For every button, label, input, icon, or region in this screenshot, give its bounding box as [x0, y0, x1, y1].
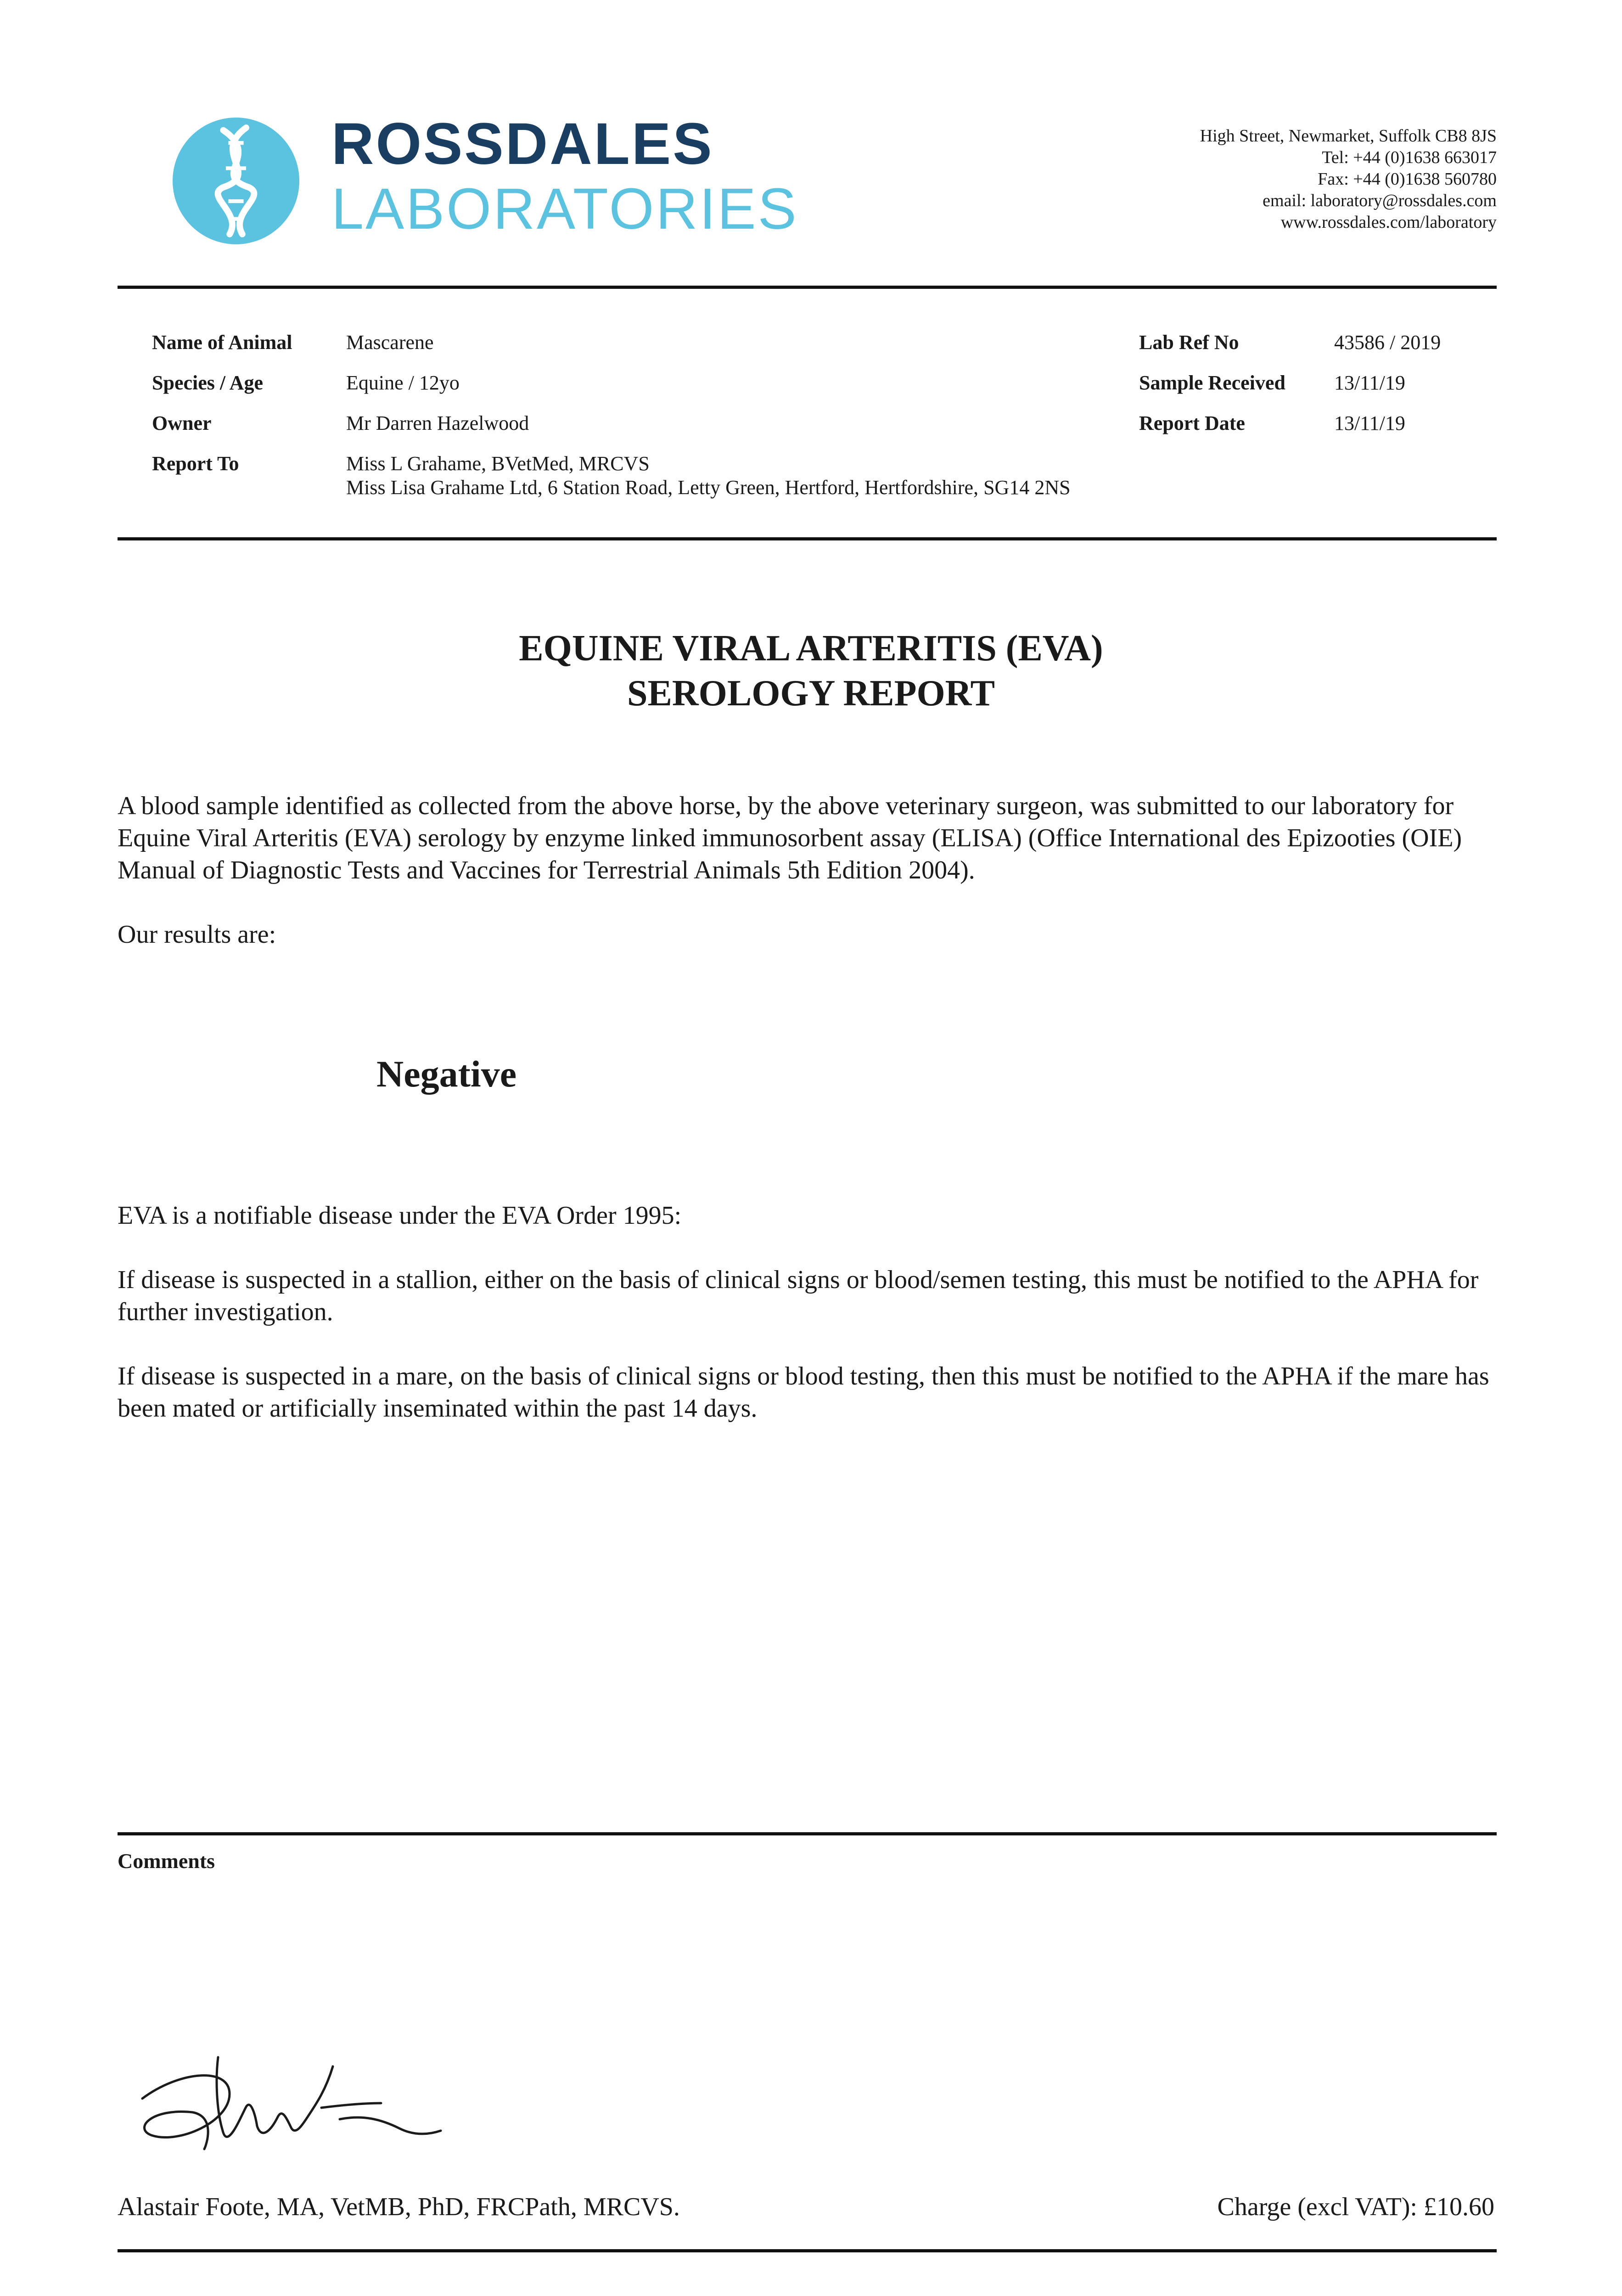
address-website: www.rossdales.com/laboratory	[1280, 213, 1497, 232]
mare-paragraph: If disease is suspected in a mare, on the basis of clinical signs or blood testing, then this must be notified to the APHA if the mare has been mated or artificially inseminated within the past 14 days.	[118, 1362, 1489, 1423]
comments-divider	[118, 1832, 1497, 1835]
brand-subtitle: LABORATORIES	[331, 176, 798, 241]
intro-paragraph: A blood sample identified as collected from the above horse, by the above veterinary surgeon, was submitted to our laboratory for Equine Viral Arteritis (EVA) serology by enzyme linked immunosorbent assay (ELISA) (Office International des Epizooties (OIE) Manual of Diagnostic Tests and Vaccines for Terrestrial Animals 5th Edition 2004).	[118, 792, 1462, 884]
address-tel: Tel: +44 (0)1638 663017	[1322, 148, 1497, 167]
owner-value: Mr Darren Hazelwood	[346, 412, 529, 434]
details-divider	[118, 537, 1497, 540]
report-date-label: Report Date	[1139, 412, 1245, 434]
footer-divider	[118, 2249, 1497, 2252]
comments-label: Comments	[118, 1849, 215, 1873]
address-street: High Street, Newmarket, Suffolk CB8 8JS	[1200, 126, 1497, 146]
address-fax: Fax: +44 (0)1638 560780	[1318, 169, 1497, 189]
report-date-value: 13/11/19	[1334, 412, 1405, 434]
report-title-line1: EQUINE VIRAL ARTERITIS (EVA)	[519, 628, 1103, 669]
sample-received-label: Sample Received	[1139, 371, 1285, 394]
results-intro: Our results are:	[118, 920, 276, 949]
name-value: Mascarene	[346, 331, 434, 354]
dna-helix-icon	[173, 118, 299, 244]
report-to-label: Report To	[152, 452, 239, 475]
stallion-paragraph: If disease is suspected in a stallion, either on the basis of clinical signs or blood/semen testing, this must be notified to the APHA for further investigation.	[118, 1266, 1479, 1326]
address-block	[1200, 125, 1497, 233]
header-divider	[118, 286, 1497, 289]
species-value: Equine / 12yo	[346, 371, 460, 394]
handwritten-signature	[124, 2039, 473, 2163]
lab-ref-value: 43586 / 2019	[1334, 331, 1441, 354]
report-title-line2: SEROLOGY REPORT	[627, 673, 995, 714]
species-label: Species / Age	[152, 371, 263, 394]
brand-name: ROSSDALES	[331, 111, 714, 177]
signer-name: Alastair Foote, MA, VetMB, PhD, FRCPath, MRCVS.	[118, 2193, 680, 2221]
owner-label: Owner	[152, 412, 212, 434]
report-to-line1: Miss L Grahame, BVetMed, MRCVS	[346, 452, 650, 475]
sample-received-value: 13/11/19	[1334, 371, 1405, 394]
name-label: Name of Animal	[152, 331, 292, 354]
notifiable-statement: EVA is a notifiable disease under the EVA Order 1995:	[118, 1201, 682, 1230]
lab-ref-label: Lab Ref No	[1139, 331, 1239, 354]
address-email: email: laboratory@rossdales.com	[1263, 191, 1497, 210]
report-to-line2: Miss Lisa Grahame Ltd, 6 Station Road, Letty Green, Hertford, Hertfordshire, SG14 2NS	[346, 476, 1071, 499]
test-result: Negative	[376, 1053, 517, 1095]
charge-amount: Charge (excl VAT): £10.60	[1217, 2193, 1494, 2221]
